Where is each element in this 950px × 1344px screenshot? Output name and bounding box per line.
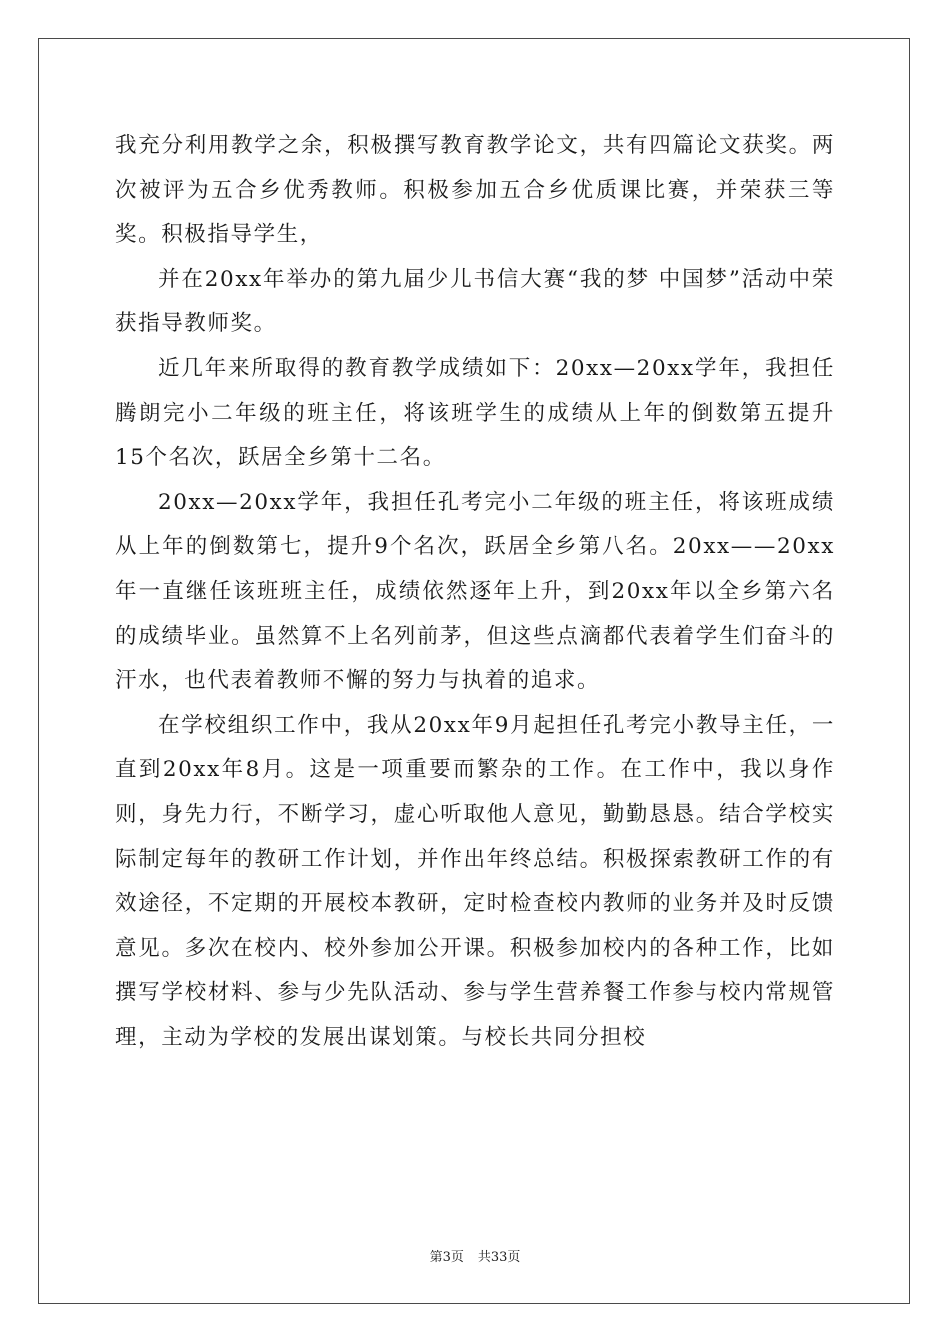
page-footer (0, 1246, 950, 1265)
page-number: 第3页 (429, 1250, 464, 1265)
paragraph: 20xx—20xx学年，我担任孔考完小二年级的班主任，将该班成绩从上年的倒数第七，提升9个名次，跃居全乡第八名。20xx——20xx年一直继任该班班主任，成绩依然逐年上升，到20xx年以全乡第六名的成绩毕业。虽然算不上名列前茅，但这些点滴都代表着学生们奋斗的汗水，也代表着教师不懈的努力与执着的追求。 (115, 489, 835, 694)
page-total: 共33页 (477, 1250, 521, 1265)
paragraph: 并在20xx年举办的第九届少儿书信大赛“我的梦 中国梦”活动中荣获指导教师奖。 (115, 266, 835, 337)
paragraph: 在学校组织工作中，我从20xx年9月起担任孔考完小教导主任，一直到20xx年8月。这是一项重要而繁杂的工作。在工作中，我以身作则，身先力行，不断学习，虚心听取他人意见，勤勤恳恳。结合学校实际制定每年的教研工作计划，并作出年终总结。积极探索教研工作的有效途径，不定期的开展校本教研，定时检查校内教师的业务并及时反馈意见。多次在校内、校外参加公开课。积极参加校内的各种工作，比如撰写学校材料、参与少先队活动、参与学生营养餐工作参与校内常规管理，主动为学校的发展出谋划策。与校长共同分担校 (115, 712, 835, 1050)
document-body (115, 124, 835, 1060)
paragraph: 我充分利用教学之余，积极撰写教育教学论文，共有四篇论文获奖。两次被评为五合乡优秀教师。积极参加五合乡优质课比赛，并荣获三等奖。积极指导学生， (115, 133, 835, 248)
paragraph: 近几年来所取得的教育教学成绩如下：20xx—20xx学年，我担任腾朗完小二年级的班主任，将该班学生的成绩从上年的倒数第五提升15个名次，跃居全乡第十二名。 (115, 355, 835, 471)
